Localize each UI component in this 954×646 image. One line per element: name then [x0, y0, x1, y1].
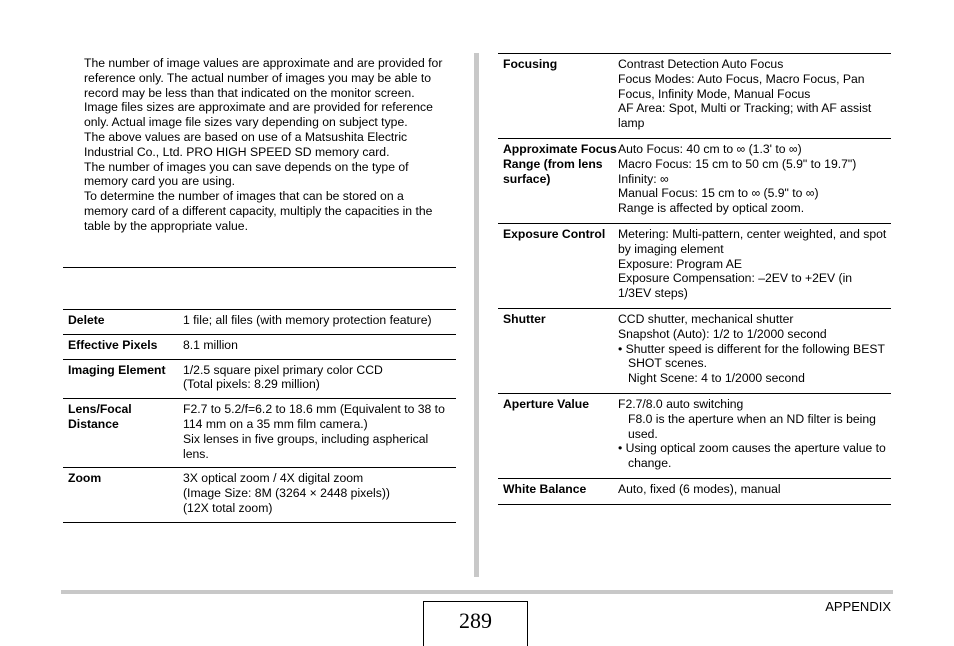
spec-value: [618, 138, 891, 223]
spec-value: [618, 478, 891, 504]
spec-indented-line: F8.0 is the aperture when an ND filter is being used.: [628, 411, 876, 441]
spec-line: Snapshot (Auto): 1/2 to 1/2000 second: [618, 326, 827, 341]
spec-line: Contrast Detection Auto Focus: [618, 57, 784, 71]
spec-label: Exposure Control: [503, 226, 606, 241]
spec-label: White Balance: [503, 481, 587, 496]
spec-row-focusing: [498, 54, 891, 139]
spec-row-focus-range: [498, 138, 891, 223]
note-paragraph: The above values are based on use of a Matsushita Electric Industrial Co., Ltd. PRO HIGH SPEED SD memory card.: [84, 129, 408, 159]
spec-line: (Image Size: 8M (3264 × 2448 pixels)): [183, 486, 390, 501]
spec-line: Auto, fixed (6 modes), manual: [618, 481, 781, 496]
column-divider: [474, 53, 479, 577]
spec-table-left: [63, 309, 456, 523]
spec-value: [618, 393, 891, 478]
spec-line: AF Area: Spot, Multi or Tracking; with AF assist lamp: [618, 101, 872, 131]
spec-row-effective-pixels: [63, 334, 456, 359]
spec-label: Focusing: [503, 57, 558, 71]
note-paragraph: To determine the number of images that can be stored on a memory card of a different capacity, multiply the capacities in the table by the appropriate value.: [84, 189, 433, 233]
spec-line: Auto Focus: 40 cm to ∞ (1.3' to ∞): [618, 141, 802, 156]
spec-line: CCD shutter, mechanical shutter: [618, 311, 794, 326]
spec-value: [183, 399, 456, 468]
spec-value: [183, 310, 456, 335]
page-number: 289: [423, 601, 528, 646]
spec-line: Metering: Multi-pattern, center weighted, and spot by imaging element: [618, 226, 887, 256]
section-label: APPENDIX: [825, 599, 891, 614]
spec-row-aperture: [498, 393, 891, 478]
notes-block: [84, 56, 450, 234]
spec-line: Infinity: ∞: [618, 171, 669, 186]
spec-value: [618, 308, 891, 393]
spec-line: F2.7 to 5.2/f=6.2 to 18.6 mm (Equivalent to 38 to 114 mm on a 35 mm film camera.): [183, 402, 445, 431]
spec-line: Macro Focus: 15 cm to 50 cm (5.9" to 19.7"): [618, 156, 857, 171]
spec-row-exposure: [498, 223, 891, 308]
note-paragraph: The number of image values are approximate and are provided for reference only. The actual number of images you may be able to record may be less than that indicated on the monitor screen.: [84, 56, 443, 100]
spec-label: Imaging Element: [68, 362, 166, 377]
spec-line: 1 file; all files (with memory protection feature): [183, 313, 432, 327]
spec-line: Six lenses in five groups, including aspherical lens.: [183, 431, 429, 461]
spec-line: Range is affected by optical zoom.: [618, 201, 805, 216]
spec-line: Manual Focus: 15 cm to ∞ (5.9" to ∞): [618, 186, 819, 201]
spec-label: Lens/Focal Distance: [68, 402, 132, 431]
spec-label: Approximate Focus Range (from lens surface): [503, 141, 617, 186]
spec-line: Exposure: Program AE: [618, 256, 742, 271]
spec-line: Exposure Compensation: –2EV to +2EV (in 1/3EV steps): [618, 271, 853, 301]
spec-label: Zoom: [68, 471, 102, 486]
spec-row-lens: [63, 399, 456, 468]
spec-line: 3X optical zoom / 4X digital zoom: [183, 471, 364, 486]
spec-row-imaging-element: [63, 359, 456, 399]
spec-label: Aperture Value: [503, 396, 590, 411]
notes-divider: [63, 267, 456, 268]
spec-row-white-balance: [498, 478, 891, 504]
note-paragraph: The number of images you can save depends on the type of memory card you are using.: [84, 159, 409, 189]
note-paragraph: Image files sizes are approximate and are provided for reference only. Actual image file sizes vary depending on subject type.: [84, 100, 433, 130]
spec-value: [183, 468, 456, 522]
footer-divider: [61, 590, 893, 594]
spec-row-delete: [63, 310, 456, 335]
spec-line: 8.1 million: [183, 337, 238, 352]
spec-label: Shutter: [503, 311, 546, 326]
spec-value: [618, 54, 891, 139]
spec-indented-line: Night Scene: 4 to 1/2000 second: [628, 371, 805, 386]
spec-label: Delete: [68, 313, 105, 327]
spec-value: [183, 334, 456, 359]
spec-value: [618, 223, 891, 308]
spec-bullet: • Using optical zoom causes the aperture value to change.: [618, 441, 886, 471]
spec-label: Effective Pixels: [68, 337, 158, 352]
spec-line: F2.7/8.0 auto switching: [618, 396, 744, 411]
spec-bullet: • Shutter speed is different for the following BEST SHOT scenes.: [618, 341, 885, 371]
spec-line: (Total pixels: 8.29 million): [183, 377, 320, 392]
spec-value: [183, 359, 456, 399]
spec-table-right: [498, 53, 891, 505]
spec-line: (12X total zoom): [183, 500, 273, 515]
spec-row-zoom: [63, 468, 456, 522]
spec-row-shutter: [498, 308, 891, 393]
spec-line: 1/2.5 square pixel primary color CCD: [183, 362, 383, 377]
spec-line: Focus Modes: Auto Focus, Macro Focus, Pan Focus, Infinity Mode, Manual Focus: [618, 71, 865, 101]
